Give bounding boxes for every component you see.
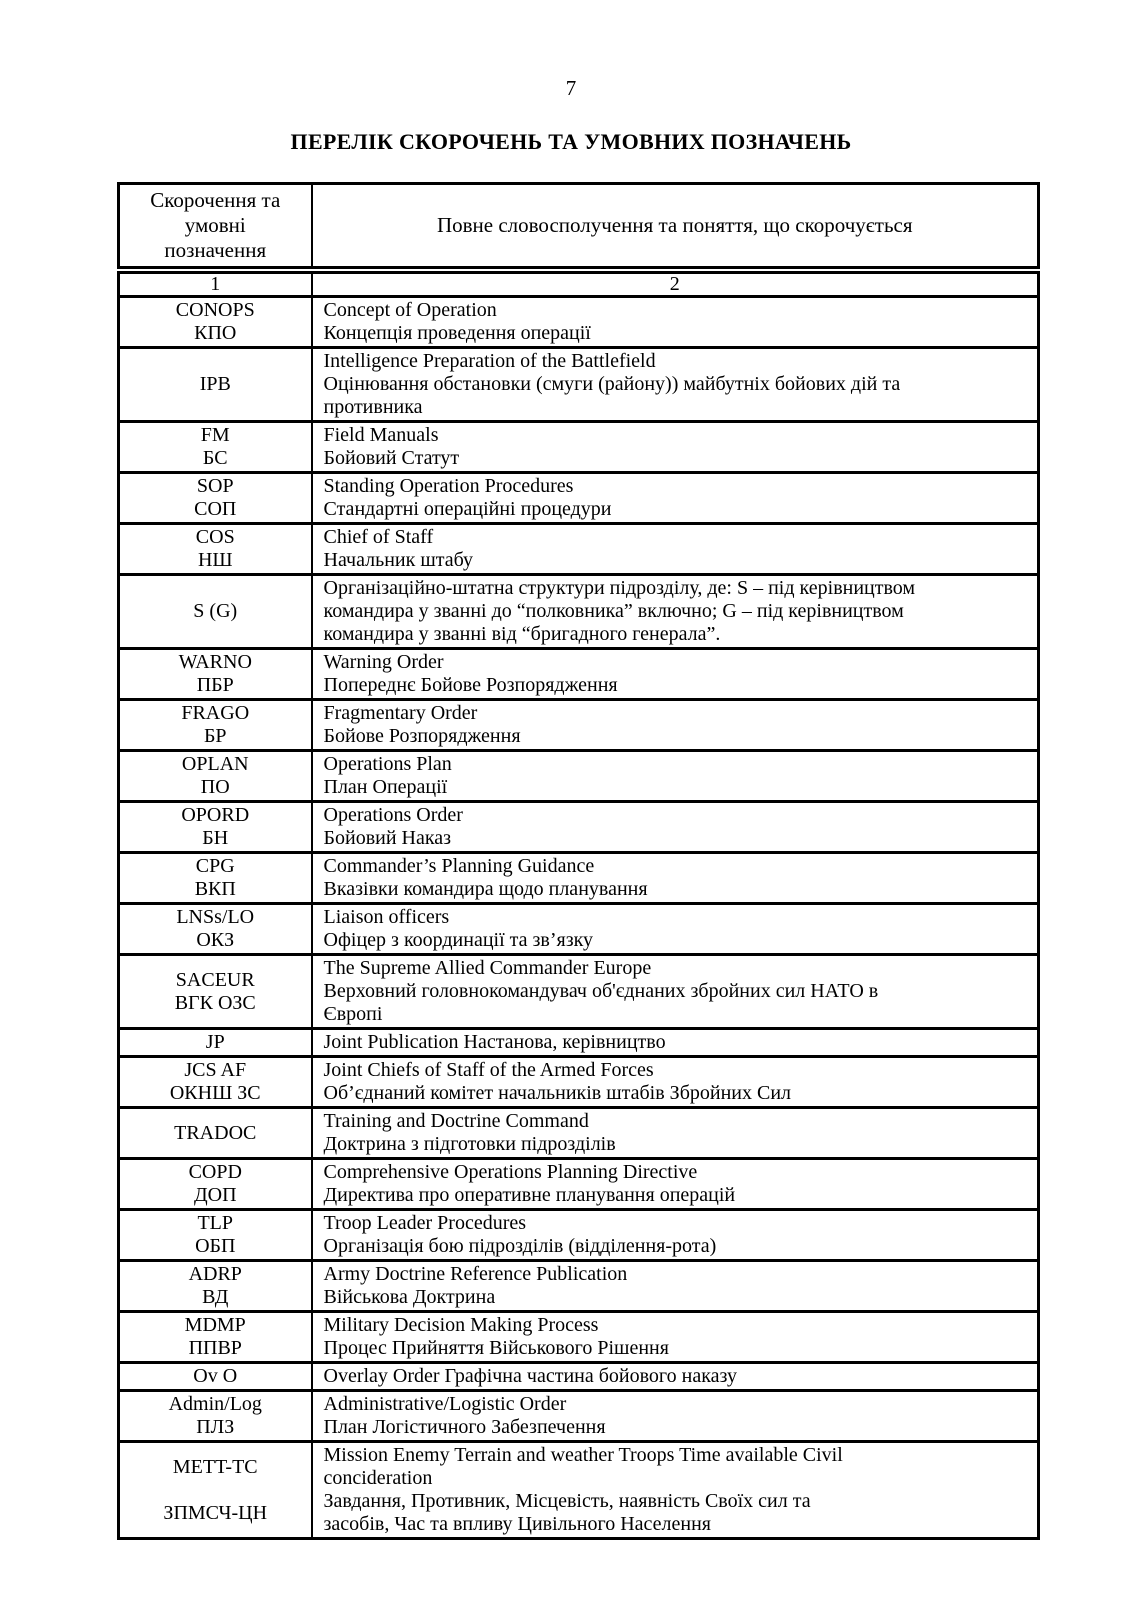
description-cell bbox=[312, 1057, 1039, 1108]
description-line: Army Doctrine Reference Publication bbox=[323, 1263, 628, 1285]
table-row bbox=[119, 1057, 1039, 1108]
description-line: Troop Leader Procedures bbox=[323, 1212, 527, 1234]
description-line: Military Decision Making Process bbox=[323, 1314, 599, 1336]
abbreviation-cell bbox=[119, 1057, 312, 1108]
page-title: ПЕРЕЛІК СКОРОЧЕНЬ ТА УМОВНИХ ПОЗНАЧЕНЬ bbox=[290, 129, 852, 154]
description-line: Training and Doctrine Command bbox=[323, 1110, 589, 1132]
abbreviation-text: БН bbox=[202, 827, 229, 849]
description-cell bbox=[312, 422, 1039, 473]
abbreviation-text: OPORD bbox=[181, 804, 250, 826]
description-line: Верховний головнокомандувач об'єднаних збройних сил НАТО в bbox=[323, 980, 879, 1002]
table-row bbox=[119, 955, 1039, 1029]
abbreviation-text: METT-TC bbox=[172, 1455, 258, 1478]
table-row bbox=[119, 904, 1039, 955]
table-row bbox=[119, 1159, 1039, 1210]
description-line: Fragmentary Order bbox=[323, 702, 478, 724]
abbreviation-text: Admin/Log bbox=[168, 1393, 262, 1415]
description-line: The Supreme Allied Commander Europe bbox=[323, 957, 652, 979]
abbreviation-text: IPB bbox=[199, 373, 231, 395]
abbreviation-cell bbox=[119, 1108, 312, 1159]
abbreviation-cell bbox=[119, 348, 312, 422]
description-line: Joint Publication Настанова, керівництво bbox=[323, 1031, 666, 1053]
abbreviation-text: WARNO bbox=[178, 651, 252, 673]
description-cell bbox=[312, 575, 1039, 649]
table-row bbox=[119, 1312, 1039, 1363]
abbreviation-text: ПЛЗ bbox=[196, 1416, 235, 1438]
description-cell bbox=[312, 1210, 1039, 1261]
description-line: Administrative/Logistic Order bbox=[323, 1393, 567, 1415]
description-line: Operations Plan bbox=[323, 753, 452, 775]
description-line: Standing Operation Procedures bbox=[323, 475, 574, 497]
table-header-row bbox=[119, 184, 1039, 271]
description-line: Concept of Operation bbox=[323, 299, 497, 321]
description-cell bbox=[312, 297, 1039, 348]
abbreviation-text: FRAGO bbox=[181, 702, 250, 724]
abbreviation-text: ВД bbox=[202, 1286, 229, 1308]
abbreviation-text: ОБП bbox=[195, 1235, 236, 1257]
table-row bbox=[119, 649, 1039, 700]
abbreviation-text: ППВР bbox=[188, 1337, 242, 1359]
description-line: Завдання, Противник, Місцевість, наявність Своїх сил та bbox=[323, 1490, 811, 1512]
abbreviation-text: ВГК ОЗС bbox=[174, 991, 256, 1014]
page-number: 7 bbox=[565, 76, 577, 100]
description-line: concideration bbox=[323, 1467, 433, 1489]
abbreviation-text: SOP bbox=[196, 475, 234, 497]
table-row bbox=[119, 802, 1039, 853]
abbreviation-text: COPD bbox=[188, 1161, 242, 1183]
table-row bbox=[119, 700, 1039, 751]
description-cell bbox=[312, 1159, 1039, 1210]
description-line: командира у званні до “полковника” включно; G – під керівництвом bbox=[323, 600, 904, 622]
abbreviation-cell bbox=[119, 1312, 312, 1363]
abbreviation-text: TLP bbox=[197, 1212, 234, 1234]
abbreviation-text: COS bbox=[195, 526, 235, 548]
description-cell bbox=[312, 1312, 1039, 1363]
abbreviation-text: CPG bbox=[195, 855, 235, 877]
abbreviation-text: ADRP bbox=[188, 1263, 242, 1285]
description-line: Field Manuals bbox=[323, 424, 439, 446]
description-line: Офіцер з координації та зв’язку bbox=[323, 929, 594, 951]
abbreviation-cell bbox=[119, 1442, 312, 1539]
table-row bbox=[119, 1391, 1039, 1442]
abbreviation-cell bbox=[119, 1029, 312, 1057]
table-row bbox=[119, 1210, 1039, 1261]
header-abbreviation-line: позначення bbox=[164, 238, 267, 262]
table-row bbox=[119, 473, 1039, 524]
abbreviation-text: FM bbox=[200, 424, 230, 446]
description-line: Військова Доктрина bbox=[323, 1286, 496, 1308]
header-description-column: Повне словосполучення та поняття, що скорочується bbox=[312, 184, 1039, 271]
abbreviation-text: БС bbox=[202, 447, 228, 469]
abbreviation-cell bbox=[119, 575, 312, 649]
description-line: Intelligence Preparation of the Battlefield bbox=[323, 350, 656, 372]
abbreviation-text: ОКЗ bbox=[196, 929, 235, 951]
abbreviation-cell bbox=[119, 1210, 312, 1261]
abbreviation-text: SACEUR bbox=[175, 968, 255, 991]
description-line: Об’єднаний комітет начальників штабів Збройних Сил bbox=[323, 1082, 791, 1104]
abbreviation-text: СОП bbox=[194, 498, 237, 520]
abbreviation-cell bbox=[119, 1261, 312, 1312]
abbreviation-text: ДОП bbox=[193, 1184, 237, 1206]
abbreviation-cell bbox=[119, 853, 312, 904]
table-row bbox=[119, 853, 1039, 904]
column-number-1: 1 bbox=[119, 270, 312, 297]
description-cell bbox=[312, 751, 1039, 802]
description-cell bbox=[312, 904, 1039, 955]
abbreviation-cell bbox=[119, 1363, 312, 1391]
header-abbreviation-column bbox=[119, 184, 312, 271]
description-cell bbox=[312, 955, 1039, 1029]
description-line: Operations Order bbox=[323, 804, 463, 826]
description-cell bbox=[312, 700, 1039, 751]
abbreviation-text: БР bbox=[203, 725, 227, 747]
description-cell bbox=[312, 1029, 1039, 1057]
header-abbreviation-line: умовні bbox=[184, 213, 246, 237]
abbreviation-cell bbox=[119, 700, 312, 751]
description-line: Доктрина з підготовки підрозділів bbox=[323, 1133, 616, 1155]
abbreviation-text: КПО bbox=[194, 322, 237, 344]
abbreviation-cell bbox=[119, 473, 312, 524]
column-number-2: 2 bbox=[312, 270, 1039, 297]
abbreviation-text: JP bbox=[205, 1031, 225, 1053]
description-line: Comprehensive Operations Planning Directive bbox=[323, 1161, 698, 1183]
abbreviation-cell bbox=[119, 802, 312, 853]
description-line: засобів, Час та впливу Цивільного Населення bbox=[323, 1513, 711, 1535]
description-cell bbox=[312, 649, 1039, 700]
description-line: Директива про оперативне планування операцій bbox=[323, 1184, 736, 1206]
abbreviation-cell bbox=[119, 297, 312, 348]
description-cell bbox=[312, 524, 1039, 575]
abbreviation-text: НШ bbox=[197, 549, 233, 571]
abbreviation-cell bbox=[119, 904, 312, 955]
abbreviation-text: S (G) bbox=[193, 600, 238, 622]
abbreviation-text: TRADOC bbox=[174, 1121, 257, 1144]
abbreviation-text: LNSs/LO bbox=[176, 906, 255, 928]
abbreviations-table bbox=[117, 182, 1040, 1540]
description-line: Overlay Order Графічна частина бойового наказу bbox=[323, 1365, 737, 1387]
description-line: План Операції bbox=[323, 776, 448, 798]
description-line: Joint Chiefs of Staff of the Armed Forces bbox=[323, 1059, 654, 1081]
abbreviation-cell bbox=[119, 1391, 312, 1442]
description-cell bbox=[312, 1363, 1039, 1391]
description-line: Організаційно-штатна структури підрозділу, де: S – під керівництвом bbox=[323, 577, 916, 599]
abbreviation-cell bbox=[119, 751, 312, 802]
description-cell bbox=[312, 853, 1039, 904]
description-line: Європі bbox=[323, 1003, 383, 1025]
description-line: Організація бою підрозділів (відділення-рота) bbox=[323, 1235, 717, 1257]
description-line: Попереднє Бойове Розпорядження bbox=[323, 674, 618, 696]
abbreviation-text: ПО bbox=[200, 776, 230, 798]
column-number-row bbox=[119, 270, 1039, 297]
abbreviation-cell bbox=[119, 649, 312, 700]
abbreviation-cell bbox=[119, 955, 312, 1029]
table-row bbox=[119, 1363, 1039, 1391]
table-row bbox=[119, 348, 1039, 422]
table-row bbox=[119, 297, 1039, 348]
abbreviation-text: ЗПМСЧ-ЦН bbox=[163, 1501, 268, 1524]
description-line: Warning Order bbox=[323, 651, 444, 673]
description-line: Commander’s Planning Guidance bbox=[323, 855, 595, 877]
description-line: Начальник штабу bbox=[323, 549, 474, 571]
description-line: Оцінювання обстановки (смуги (району)) майбутніх бойових дій та bbox=[323, 373, 901, 395]
abbreviation-text: ВКП bbox=[194, 878, 236, 900]
description-line: Концепція проведення операції bbox=[323, 322, 591, 344]
abbreviation-text: CONOPS bbox=[175, 299, 255, 321]
description-line: Mission Enemy Terrain and weather Troops Time available Civil bbox=[323, 1444, 843, 1466]
description-line: командира у званні від “бригадного генерала”. bbox=[323, 623, 721, 645]
abbreviation-text: OPLAN bbox=[181, 753, 249, 775]
description-line: Вказівки командира щодо планування bbox=[323, 878, 648, 900]
abbreviation-text: ПБР bbox=[196, 674, 234, 696]
description-line: Бойове Розпорядження bbox=[323, 725, 521, 747]
table-row bbox=[119, 1261, 1039, 1312]
table-row bbox=[119, 575, 1039, 649]
description-line: Процес Прийняття Військового Рішення bbox=[323, 1337, 669, 1359]
description-cell bbox=[312, 473, 1039, 524]
description-line: противника bbox=[323, 396, 423, 418]
abbreviation-text: Ov O bbox=[193, 1365, 238, 1387]
description-line: Chief of Staff bbox=[323, 526, 434, 548]
table-row bbox=[119, 1108, 1039, 1159]
description-line: Бойовий Статут bbox=[323, 447, 460, 469]
abbreviation-cell bbox=[119, 1159, 312, 1210]
table-row bbox=[119, 524, 1039, 575]
table-row bbox=[119, 422, 1039, 473]
description-line: Liaison officers bbox=[323, 906, 450, 928]
description-cell bbox=[312, 802, 1039, 853]
description-cell bbox=[312, 348, 1039, 422]
description-line: Стандартні операційні процедури bbox=[323, 498, 612, 520]
table-row bbox=[119, 751, 1039, 802]
header-abbreviation-line: Скорочення та bbox=[150, 188, 281, 212]
description-cell bbox=[312, 1442, 1039, 1539]
description-cell bbox=[312, 1108, 1039, 1159]
abbreviation-text: ОКНШ ЗС bbox=[169, 1082, 261, 1104]
description-line: Бойовий Наказ bbox=[323, 827, 452, 849]
description-cell bbox=[312, 1261, 1039, 1312]
abbreviation-text: JCS AF bbox=[184, 1059, 247, 1081]
abbreviation-cell bbox=[119, 422, 312, 473]
abbreviation-cell bbox=[119, 524, 312, 575]
description-cell bbox=[312, 1391, 1039, 1442]
table-row bbox=[119, 1029, 1039, 1057]
description-line: План Логістичного Забезпечення bbox=[323, 1416, 606, 1438]
abbreviation-text: MDMP bbox=[184, 1314, 246, 1336]
table-row bbox=[119, 1442, 1039, 1539]
